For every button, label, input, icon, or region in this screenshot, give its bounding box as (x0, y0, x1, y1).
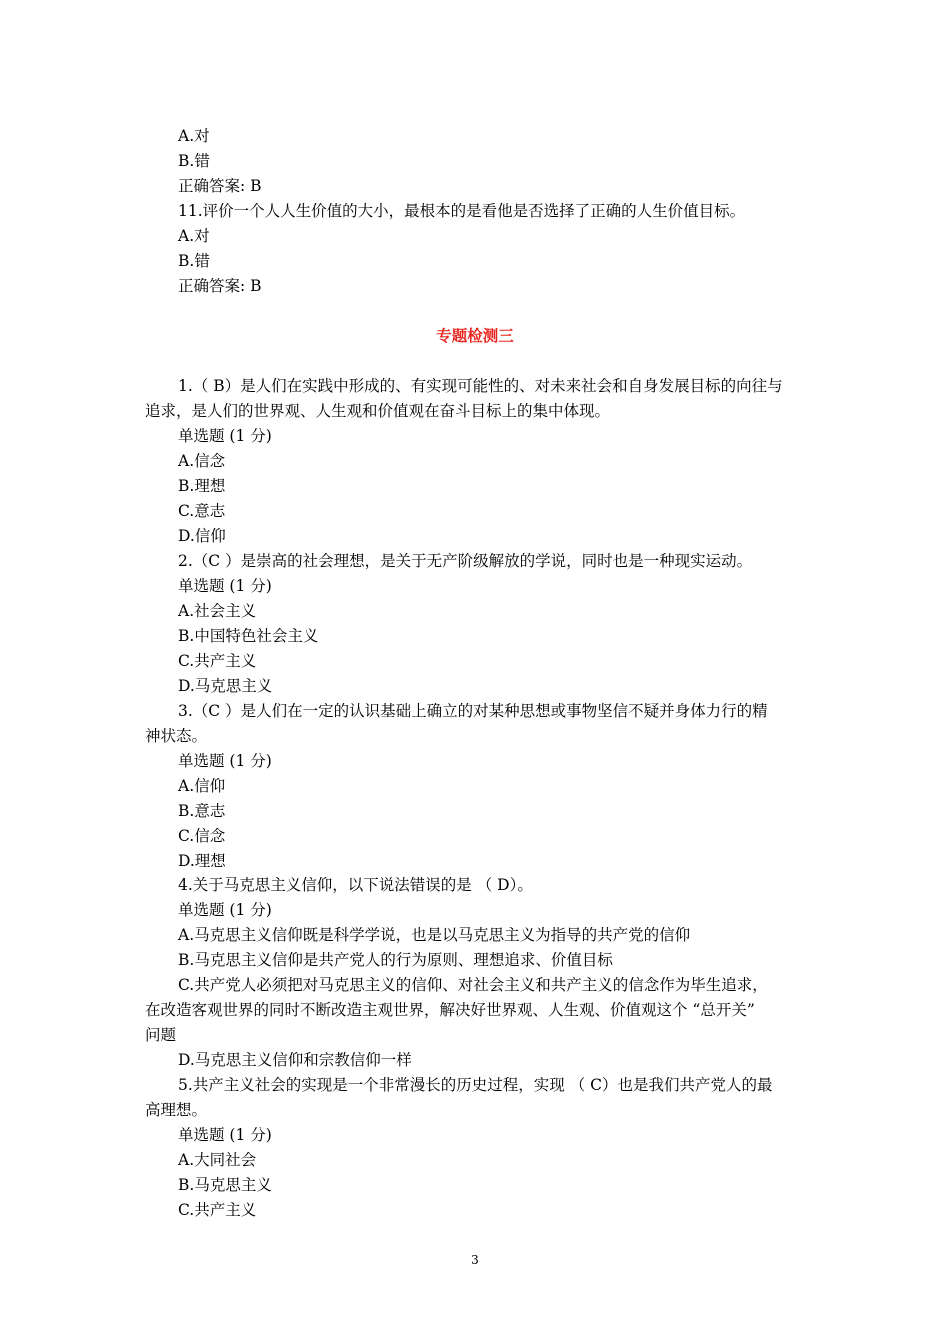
option-d: D.信仰 (178, 527, 226, 545)
question-type: 单选题 (1 分) (178, 752, 272, 770)
correct-answer: 正确答案: B (178, 277, 262, 295)
correct-answer: 正确答案: B (178, 177, 262, 195)
option-b: B.错 (178, 252, 210, 270)
option-c-line1: C.共产党人必须把对马克思主义的信仰、对社会主义和共产主义的信念作为毕生追求， (178, 976, 768, 994)
section-title: 专题检测三 (436, 327, 514, 345)
question-4: 4.关于马克思主义信仰，以下说法错误的是 （ D）。 (178, 876, 533, 894)
option-d: D.马克思主义信仰和宗教信仰一样 (178, 1051, 412, 1069)
question-1-line1: 1.（ B）是人们在实践中形成的、有实现可能性的、对未来社会和自身发展目标的向往与 (178, 377, 783, 395)
option-a: A.对 (178, 227, 210, 245)
option-a: A.社会主义 (178, 602, 257, 620)
option-c: C.共产主义 (178, 1201, 257, 1219)
option-a: A.信念 (178, 452, 226, 470)
option-c: C.意志 (178, 502, 226, 520)
option-c-line2: 在改造客观世界的同时不断改造主观世界，解决好世界观、人生观、价值观这个 “总开关” (145, 1001, 755, 1019)
question-5-line2: 高理想。 (145, 1101, 208, 1119)
option-c: C.共产主义 (178, 652, 257, 670)
option-a: A.马克思主义信仰既是科学学说，也是以马克思主义为指导的共产党的信仰 (178, 926, 691, 944)
option-b: B.错 (178, 152, 210, 170)
option-b: B.马克思主义 (178, 1176, 272, 1194)
question-1-line2: 追求，是人们的世界观、人生观和价值观在奋斗目标上的集中体现。 (145, 402, 611, 420)
option-b: B.马克思主义信仰是共产党人的行为原则、理想追求、价值目标 (178, 951, 613, 969)
question-type: 单选题 (1 分) (178, 427, 272, 445)
question-type: 单选题 (1 分) (178, 901, 272, 919)
option-b: B.意志 (178, 802, 226, 820)
question-5-line1: 5.共产主义社会的实现是一个非常漫长的历史过程，实现 （ C）也是我们共产党人的最 (178, 1076, 773, 1094)
question-3-line2: 神状态。 (145, 727, 208, 745)
question-3-line1: 3.（C ）是人们在一定的认识基础上确立的对某种思想或事物坚信不疑并身体力行的精 (178, 702, 768, 720)
option-c-line3: 问题 (145, 1026, 177, 1044)
option-b: B.理想 (178, 477, 226, 495)
question-11: 11.评价一个人人生价值的大小，最根本的是看他是否选择了正确的人生价值目标。 (178, 202, 746, 220)
option-d: D.理想 (178, 852, 226, 870)
option-b: B.中国特色社会主义 (178, 627, 319, 645)
question-type: 单选题 (1 分) (178, 1126, 272, 1144)
option-c: C.信念 (178, 827, 226, 845)
option-a: A.大同社会 (178, 1151, 257, 1169)
question-2: 2.（C ）是崇高的社会理想，是关于无产阶级解放的学说，同时也是一种现实运动。 (178, 552, 753, 570)
option-d: D.马克思主义 (178, 677, 273, 695)
page-number: 3 (471, 1253, 479, 1267)
question-type: 单选题 (1 分) (178, 577, 272, 595)
option-a: A.信仰 (178, 777, 226, 795)
option-a: A.对 (178, 127, 210, 145)
